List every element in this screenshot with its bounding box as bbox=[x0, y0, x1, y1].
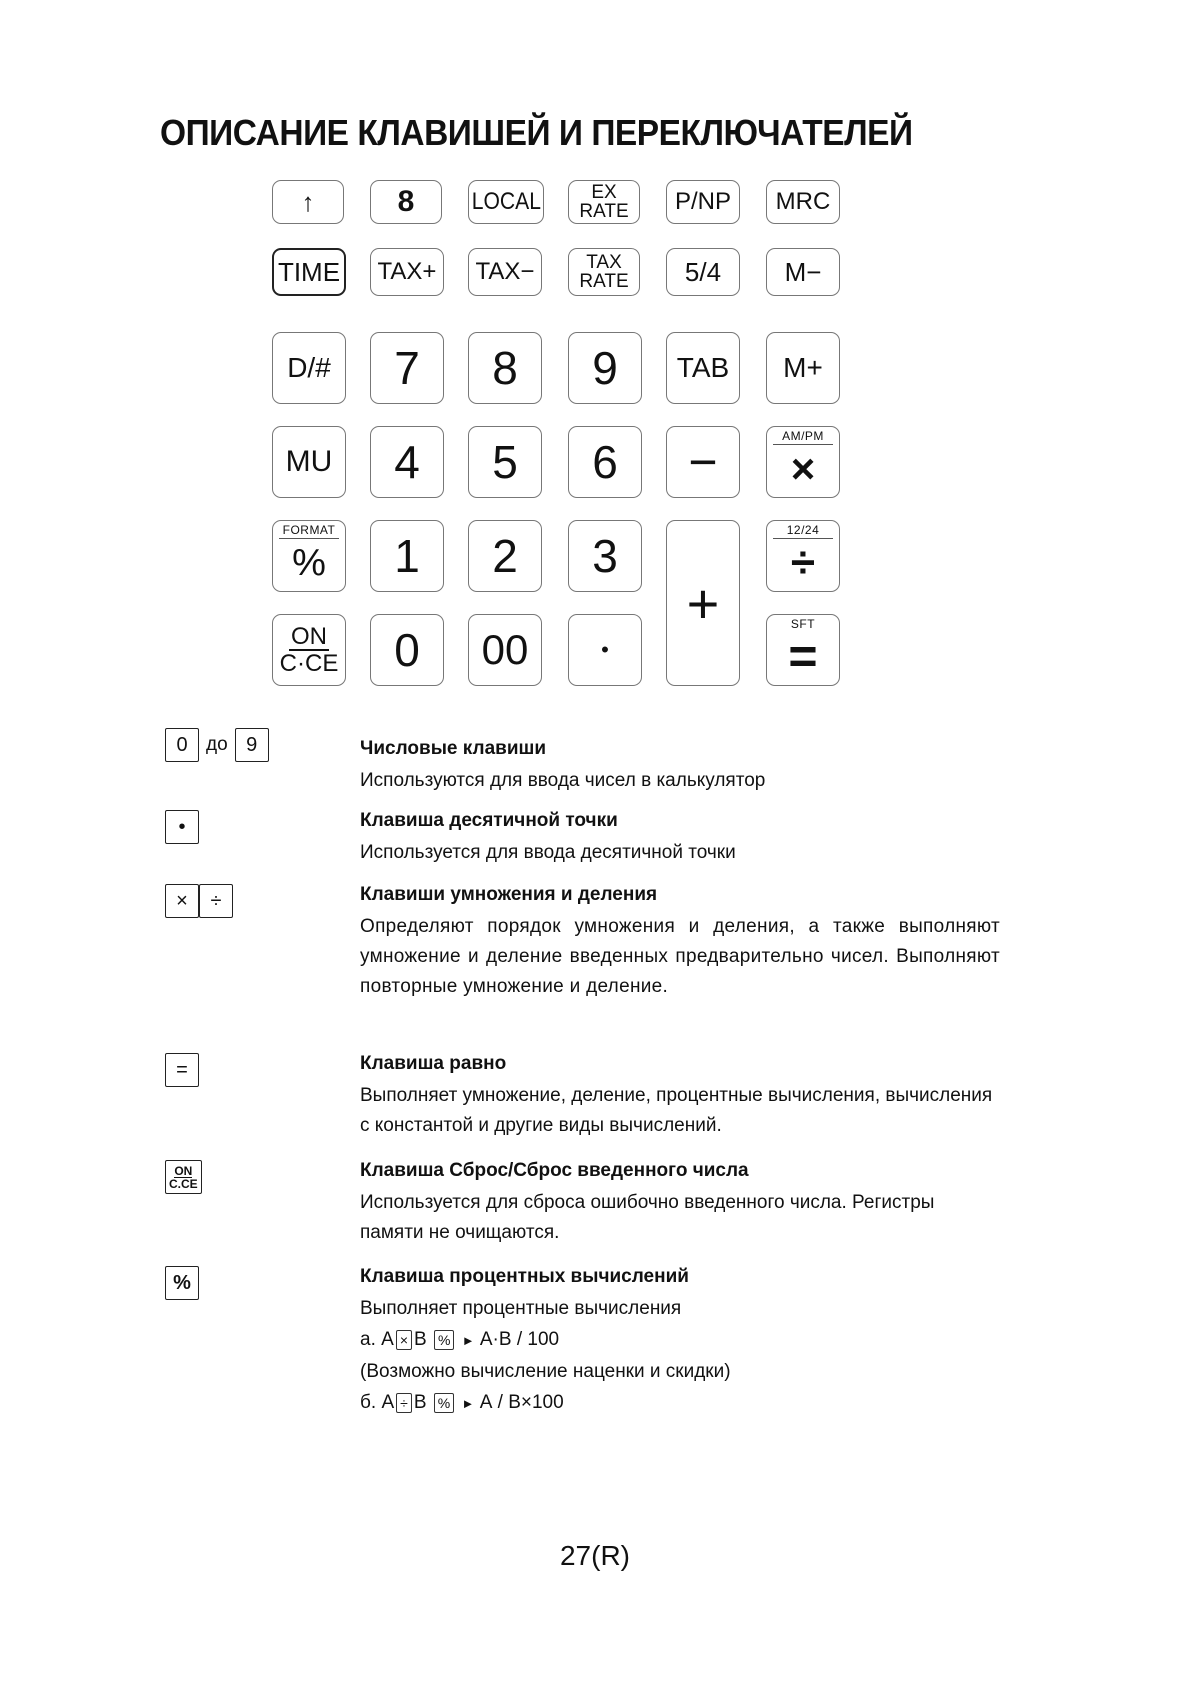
key-6[interactable]: 6 bbox=[568, 426, 642, 498]
key-pnp[interactable]: P/NP bbox=[666, 180, 740, 224]
page-number: 27(R) bbox=[559, 1540, 630, 1571]
section-body: Используется для ввода десятичной точки bbox=[360, 842, 736, 863]
key-mrc[interactable]: MRC bbox=[766, 180, 840, 224]
arrow-right-icon: ► bbox=[461, 1396, 475, 1411]
decimal-key-icon: • bbox=[165, 810, 199, 844]
section-heading: Клавиша десятичной точки bbox=[360, 810, 618, 831]
multiply-icon: × bbox=[790, 445, 816, 492]
section-body: Выполняет умножение, деление, процентные вычисления, вычисления с константой и другие виды вычислений. bbox=[360, 1085, 993, 1136]
equals-key-icon: = bbox=[165, 1053, 199, 1087]
key-multiply[interactable]: AM/PM × bbox=[766, 426, 840, 498]
section-body: Используется для сброса ошибочно введенного числа. Регистры памяти не очищаются. bbox=[360, 1192, 935, 1243]
percent-inline-key: % bbox=[434, 1330, 454, 1350]
key-d-hash[interactable]: D/# bbox=[272, 332, 346, 404]
key-plus[interactable]: + bbox=[666, 520, 740, 686]
divide-inline-key: ÷ bbox=[396, 1393, 412, 1413]
key-5-4[interactable]: 5/4 bbox=[666, 248, 740, 296]
key-mu[interactable]: MU bbox=[272, 426, 346, 498]
section-body: Выполняет процентные вычисления bbox=[360, 1298, 682, 1319]
multiply-key-icon: × bbox=[165, 884, 199, 918]
page-title: ОПИСАНИЕ КЛАВИШЕЙ И ПЕРЕКЛЮЧАТЕЛЕЙ bbox=[160, 112, 913, 153]
on-cce-key-icon: ON C.CE bbox=[165, 1160, 202, 1194]
formula-b: б. А ÷ В % ► А / В×100 bbox=[360, 1392, 564, 1413]
key-m-plus[interactable]: M+ bbox=[766, 332, 840, 404]
key-9-icon: 9 bbox=[235, 728, 269, 762]
percent-key-icon: % bbox=[165, 1266, 199, 1300]
key-00[interactable]: 00 bbox=[468, 614, 542, 686]
key-0-icon: 0 bbox=[165, 728, 199, 762]
formula-note: (Возможно вычисление наценки и скидки) bbox=[360, 1361, 731, 1382]
key-8[interactable]: 8 bbox=[468, 332, 542, 404]
section-heading: Клавиша равно bbox=[360, 1053, 507, 1074]
key-2[interactable]: 2 bbox=[468, 520, 542, 592]
section-heading: Клавиши умножения и деления bbox=[360, 884, 658, 905]
key-divide[interactable]: 12/24 ÷ bbox=[766, 520, 840, 592]
key-tax-plus[interactable]: TAX+ bbox=[370, 248, 444, 296]
key-4[interactable]: 4 bbox=[370, 426, 444, 498]
divide-key-icon: ÷ bbox=[199, 884, 233, 918]
key-equals[interactable]: SFT = bbox=[766, 614, 840, 686]
calculator-keypad bbox=[272, 180, 872, 700]
key-3[interactable]: 3 bbox=[568, 520, 642, 592]
key-on-cce[interactable]: ON C·CE bbox=[272, 614, 346, 686]
key-0[interactable]: 0 bbox=[370, 614, 444, 686]
section-heading: Клавиша Сброс/Сброс введенного числа bbox=[360, 1160, 749, 1181]
key-local[interactable]: LOCAL bbox=[468, 180, 544, 224]
formula-a: а. А × В % ► А·В / 100 bbox=[360, 1329, 560, 1350]
equals-icon: = bbox=[788, 628, 818, 684]
key-ex-rate[interactable]: EX RATE bbox=[568, 180, 640, 224]
key-decimal[interactable]: • bbox=[568, 614, 642, 686]
key-1[interactable]: 1 bbox=[370, 520, 444, 592]
key-time[interactable]: TIME bbox=[272, 248, 346, 296]
key-arrow[interactable] bbox=[272, 180, 344, 224]
section-body: Используются для ввода чисел в калькулятор bbox=[360, 770, 766, 791]
key-percent[interactable]: FORMAT % bbox=[272, 520, 346, 592]
key-9[interactable]: 9 bbox=[568, 332, 642, 404]
section-heading: Числовые клавиши bbox=[360, 738, 547, 759]
key-tab[interactable]: TAB bbox=[666, 332, 740, 404]
key-tax-minus[interactable]: TAX− bbox=[468, 248, 542, 296]
key-5[interactable]: 5 bbox=[468, 426, 542, 498]
key-m-minus[interactable]: M− bbox=[766, 248, 840, 296]
divide-icon: ÷ bbox=[790, 538, 816, 587]
key-minus[interactable]: − bbox=[666, 426, 740, 498]
section-body: Определяют порядок умножения и деления, а также выполняют умножение и деление введенных предварительно чисел. Выполняют повторные умножение и деление. bbox=[360, 916, 1000, 997]
section-heading: Клавиша процентных вычислений bbox=[360, 1266, 689, 1287]
key-7[interactable]: 7 bbox=[370, 332, 444, 404]
up-arrow-icon: ↑ bbox=[301, 186, 315, 217]
key-8-bold[interactable]: 8 bbox=[370, 180, 442, 224]
multiply-inline-key: × bbox=[396, 1330, 412, 1350]
arrow-right-icon: ► bbox=[461, 1333, 475, 1348]
percent-inline-key: % bbox=[434, 1393, 454, 1413]
key-tax-rate[interactable]: TAX RATE bbox=[568, 248, 640, 296]
